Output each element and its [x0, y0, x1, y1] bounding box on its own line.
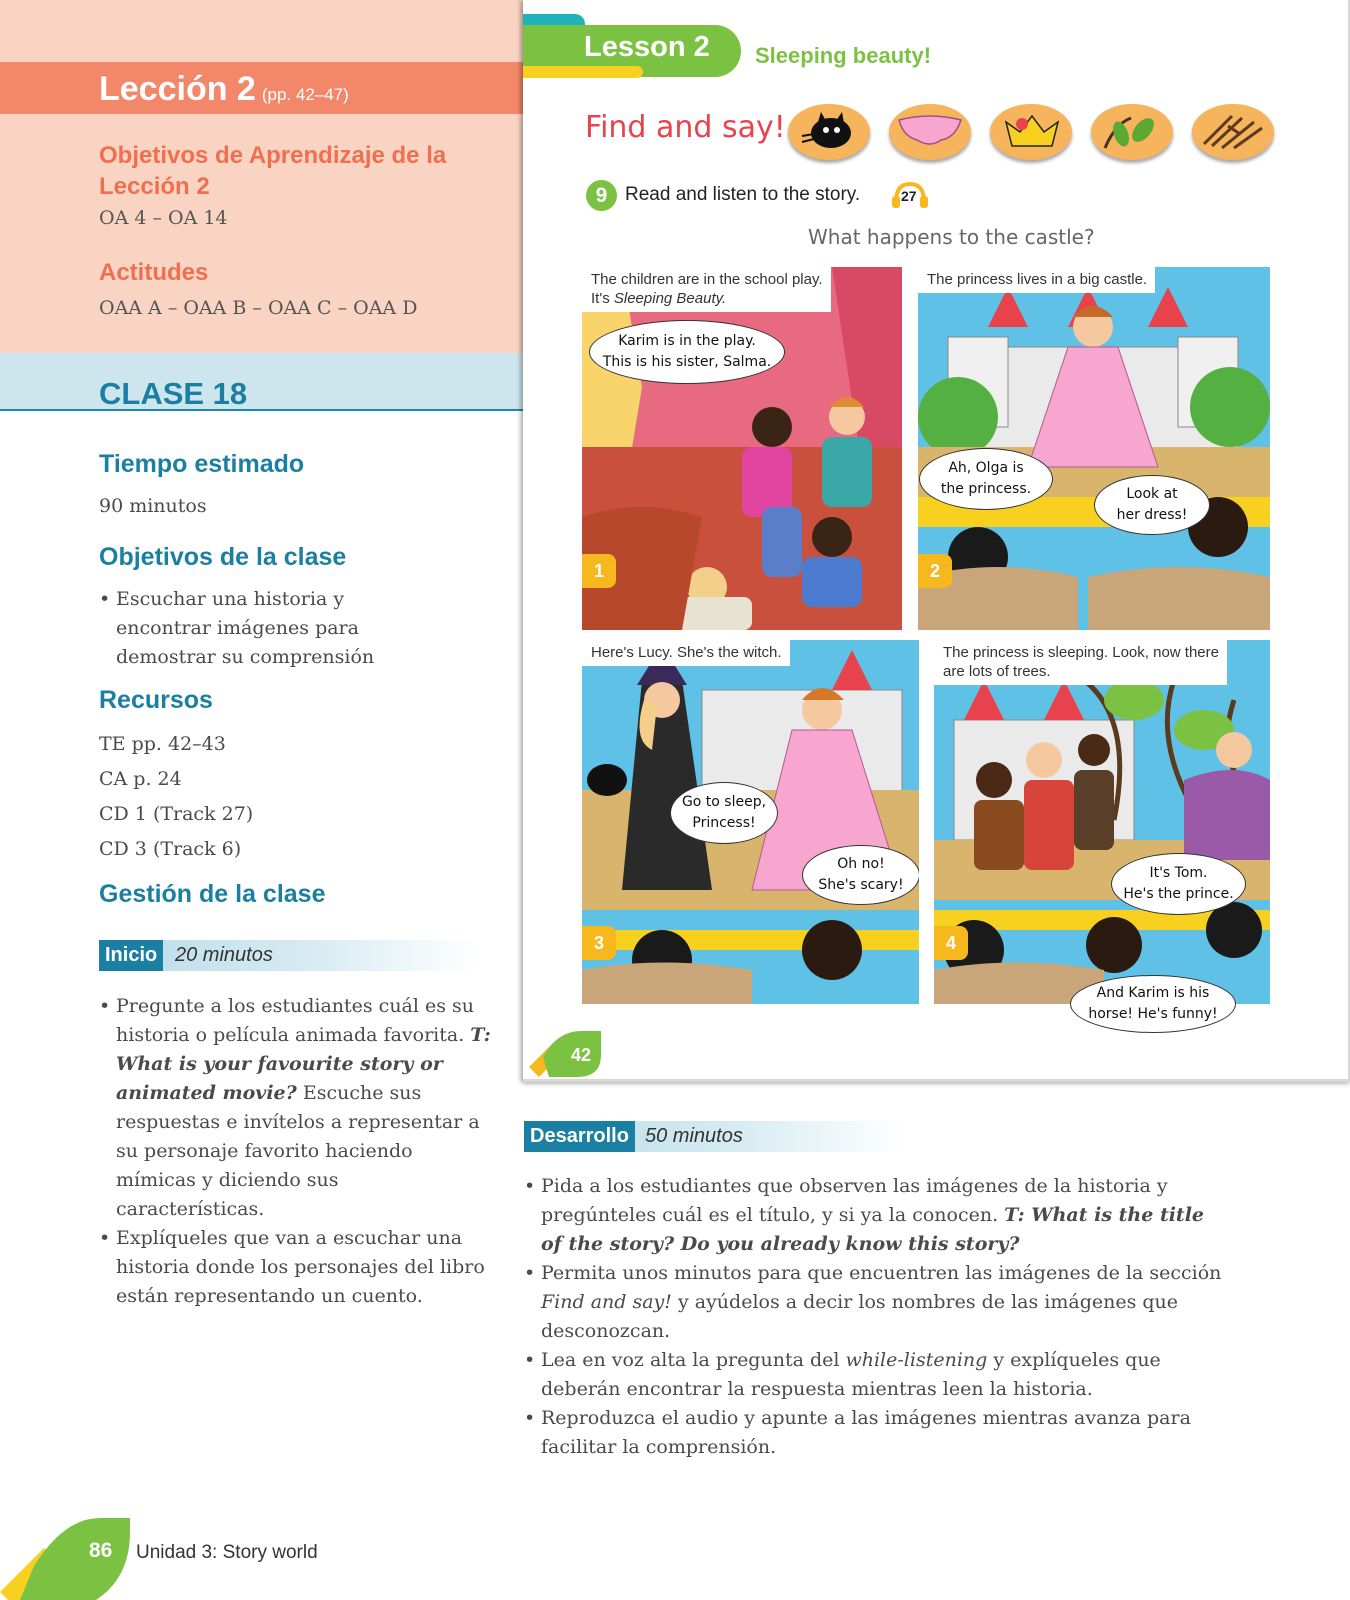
estimated-time-heading: Tiempo estimado: [99, 450, 305, 478]
attitudes-value: OAA A – OAA B – OAA C – OAA D: [99, 297, 418, 319]
desarrollo-list: [524, 1172, 1224, 1462]
activity-instruction: Read and listen to the story.: [625, 184, 861, 205]
desarrollo-time: 50 minutos: [645, 1125, 743, 1147]
list-item: CA p. 24: [99, 768, 182, 790]
panel-number: 1: [582, 554, 616, 588]
lesson-pages: (pp. 42–47): [261, 85, 349, 104]
learning-objectives-value: OA 4 – OA 14: [99, 207, 228, 229]
list-item: • Permita unos minutos para que encuentren las imágenes de la sección Find and say! y ayúdelos a decir los nombres de las imágenes que desconozcan.: [524, 1259, 1224, 1346]
inicio-bar: [99, 940, 479, 971]
speech-bubble: Go to sleep, Princess!: [670, 782, 778, 844]
list-item: • Pida a los estudiantes que observen las imágenes de la historia y pregúnteles cuál es el título, y si ya la conocen. T: What is the title of the story? Do you already know this story?: [524, 1172, 1224, 1259]
cat-icon: [788, 104, 870, 160]
class-title: CLASE 18: [99, 376, 248, 411]
speech-bubble: Look at her dress!: [1094, 475, 1210, 535]
lesson-title: Lección 2 (pp. 42–47): [99, 70, 349, 108]
inicio-list: [99, 992, 491, 1311]
learning-objectives-heading: Objetivos de Aprendizaje de la Lección 2: [99, 142, 447, 200]
list-item: • Escuchar una historia y encontrar imágenes para demostrar su comprensión: [99, 585, 439, 672]
list-item: • Explíqueles que van a escuchar una historia donde los personajes del libro están representando un cuento.: [99, 1224, 491, 1311]
panel-number: 3: [582, 926, 616, 960]
inicio-time: 20 minutos: [175, 944, 273, 966]
story-title: Sleeping beauty!: [755, 43, 932, 68]
speech-bubble: It's Tom. He's the prince.: [1111, 853, 1246, 915]
panel-caption: The princess is sleeping. Look, now there are lots of trees.: [934, 640, 1227, 685]
panel-number: 2: [918, 554, 952, 588]
list-item: • Lea en voz alta la pregunta del while-listening y explíqueles que deberán encontrar la respuesta mientras leen la historia.: [524, 1346, 1224, 1404]
story-panel-3: [582, 640, 919, 1004]
panel-number: 4: [934, 926, 968, 960]
panel-4-illustration: [934, 640, 1270, 1004]
crown-icon: [990, 104, 1072, 160]
attitudes-heading: Actitudes: [99, 259, 209, 286]
track-number: 27: [901, 188, 917, 204]
lesson-tab-label: Lesson 2: [584, 31, 710, 63]
footer-unit-title: Unidad 3: Story world: [136, 1542, 318, 1563]
panel-1-illustration: [582, 267, 902, 630]
story-panel-4: [934, 640, 1270, 1004]
speech-bubble: Oh no! She's scary!: [802, 845, 919, 905]
footer-page-number: 86: [89, 1539, 113, 1562]
panel-caption: The princess lives in a big castle.: [918, 267, 1155, 293]
student-book-page-number: 42: [571, 1045, 592, 1065]
twigs-icon: [1192, 104, 1274, 160]
list-item: • Reproduzca el audio y apunte a las imágenes mientras avanza para facilitar la comprensión.: [524, 1404, 1224, 1462]
speech-bubble: Karim is in the play. This is his sister, Salma.: [589, 320, 785, 384]
class-management-heading: Gestión de la clase: [99, 880, 326, 908]
story-question: What happens to the castle?: [808, 225, 1095, 249]
estimated-time-value: 90 minutos: [99, 495, 207, 517]
list-item: CD 1 (Track 27): [99, 803, 254, 825]
resources-list: [99, 730, 253, 870]
class-band: [0, 353, 523, 411]
list-item: • Pregunte a los estudiantes cuál es su historia o película animada favorita. T: What is your favourite story or animated movie? Escuche sus respuestas e invítelos a representar a su personaje favorito haciendo mímicas y diciendo sus características.: [99, 992, 491, 1224]
dress-icon: [889, 104, 971, 160]
desarrollo-bar: [524, 1121, 904, 1152]
list-item: TE pp. 42–43: [99, 733, 226, 755]
speech-bubble: And Karim is his horse! He's funny!: [1070, 975, 1236, 1033]
story-panel-1: [582, 267, 902, 630]
story-panel-2: [918, 267, 1270, 630]
panel-caption: Here's Lucy. She's the witch.: [582, 640, 790, 666]
resources-heading: Recursos: [99, 686, 213, 714]
activity-number: 9: [586, 180, 617, 211]
class-objectives-list: [99, 585, 439, 672]
decor-strip: [523, 66, 643, 78]
find-and-say-title: Find and say!: [585, 110, 786, 145]
desarrollo-label: Desarrollo: [524, 1121, 635, 1152]
speech-bubble: Ah, Olga is the princess.: [919, 448, 1053, 510]
panel-caption: The children are in the school play. It's Sleeping Beauty.: [582, 267, 831, 312]
leaves-icon: [1091, 104, 1173, 160]
inicio-label: Inicio: [99, 940, 163, 971]
class-objectives-heading: Objetivos de la clase: [99, 543, 347, 571]
list-item: CD 3 (Track 6): [99, 838, 242, 860]
